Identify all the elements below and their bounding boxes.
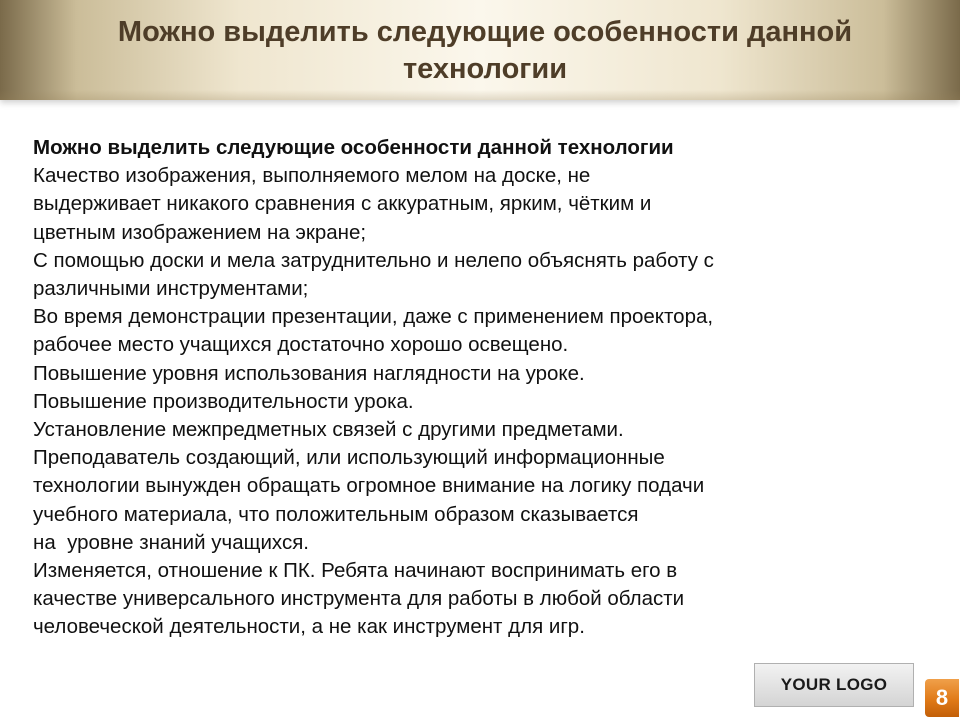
body-heading: Можно выделить следующие особенности данной технологии (33, 136, 674, 159)
body-line: цветным изображением на экране; (33, 220, 367, 244)
body-line: человеческой деятельности, а не как инструмент для игр. (33, 615, 585, 639)
page-number: 8 (935, 685, 949, 710)
logo-text: YOUR LOGO (780, 675, 888, 694)
slide-title: Можно выделить следующие особенности данной технологии (117, 16, 853, 85)
body-line: Преподаватель создающий, или использующий информационные (33, 446, 665, 470)
body-line: качестве универсального инструмента для работы в любой области (33, 587, 685, 611)
body-line: выдерживает никакого сравнения с аккуратным, ярким, чётким и (33, 192, 652, 216)
body-line: С помощью доски и мела затруднительно и нелепо объяснять работу с (33, 248, 714, 272)
body-line: Во время демонстрации презентации, даже с применением проектора, (33, 305, 714, 329)
body-line: Установление межпредметных связей с другими предметами. (33, 418, 624, 442)
body-line: Повышение производительности урока. (33, 389, 414, 413)
body-line: различными инструментами; (33, 277, 309, 301)
body-line: рабочее место учащихся достаточно хорошо освещено. (33, 333, 569, 357)
slide-header (0, 0, 960, 100)
body-line: технологии вынужден обращать огромное внимание на логику подачи (33, 474, 705, 498)
page-number-badge (925, 679, 959, 717)
logo (754, 663, 914, 707)
slide-body (33, 134, 933, 642)
body-line: на уровне знаний учащихся. (33, 530, 309, 554)
body-line: Качество изображения, выполняемого мелом на доске, не (33, 164, 591, 188)
body-line: Повышение уровня использования наглядности на уроке. (33, 361, 585, 385)
body-line: учебного материала, что положительным образом сказывается (33, 502, 639, 526)
body-line: Изменяется, отношение к ПК. Ребята начинают воспринимать его в (33, 559, 678, 583)
